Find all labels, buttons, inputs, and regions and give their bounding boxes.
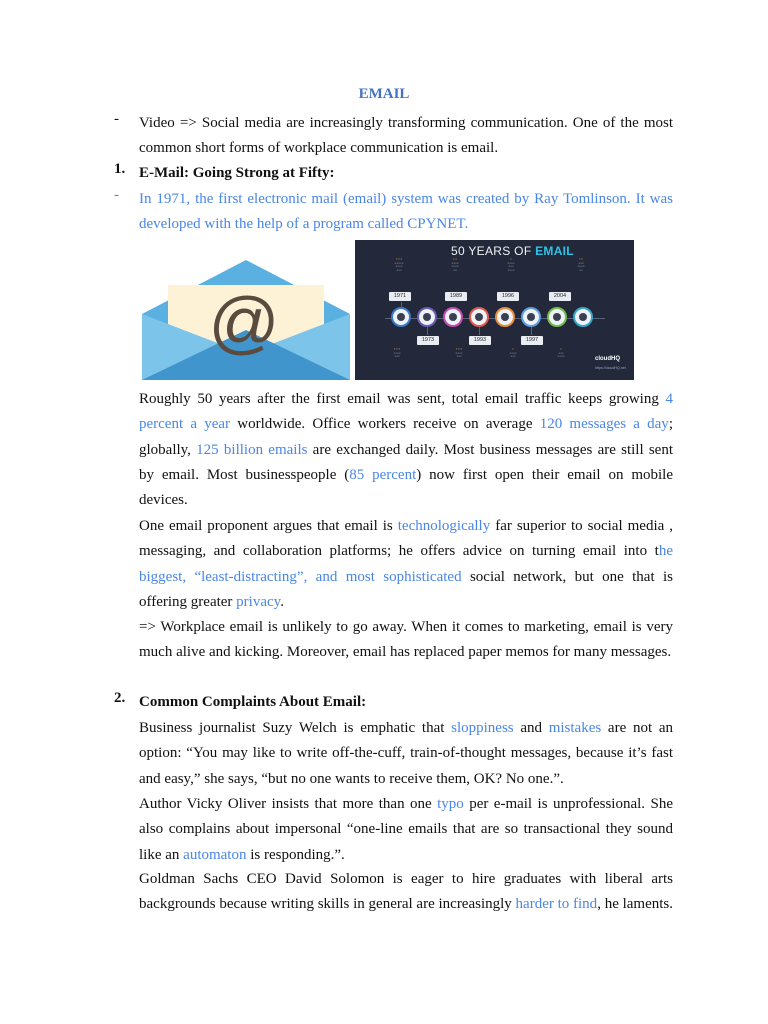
link-mistakes[interactable]: mistakes xyxy=(548,720,602,736)
at-sign-glyph: @ xyxy=(208,283,280,361)
section-2-heading: Common Complaints About Email: xyxy=(139,694,367,710)
timeline-node xyxy=(547,307,567,327)
year-label: 1989 xyxy=(445,292,467,301)
timeline-connector xyxy=(531,327,532,335)
section-1-bullet-marker: - xyxy=(114,187,119,203)
timeline-node xyxy=(521,307,541,327)
infographic-note: ▪ ▪ ▪ ▪ ▪ ▪ ▪ ▪ ▪ ▪ ▪ ▪ xyxy=(451,257,459,272)
infographic-note: ▪ ▪ ▪ ▪ ▪ ▪ ▪ ▪ ▪ ▪ ▪ ▪ ▪ ▪ ▪ xyxy=(394,257,404,272)
link-technologically[interactable]: technologically xyxy=(397,518,491,534)
document-title: EMAIL xyxy=(358,86,410,102)
timeline-connector xyxy=(401,302,402,307)
link-sloppiness[interactable]: sloppiness xyxy=(451,720,514,736)
section-1-heading: E-Mail: Going Strong at Fifty: xyxy=(139,165,335,181)
link-biggest-social-network[interactable]: he biggest, “least-distracting”, and most sophisticated xyxy=(139,543,673,585)
link-4-percent[interactable]: 4 percent a year xyxy=(139,391,673,433)
section-1-number: 1. xyxy=(114,161,126,177)
envelope-at-icon xyxy=(140,258,352,380)
section-2-number: 2. xyxy=(114,690,126,706)
timeline-node xyxy=(469,307,489,327)
infographic-note: ▪ ▪ ▪ ▪ ▪ ▪ ▪ ▪ ▪ ▪ xyxy=(455,347,463,359)
year-label: 1997 xyxy=(521,336,543,345)
timeline-node xyxy=(391,307,411,327)
intro-marker: - xyxy=(114,111,119,127)
timeline-node xyxy=(417,307,437,327)
section-1-paragraph-2: One email proponent argues that email is technologically far superior to social media , messaging, and collaboration platforms; he offers advice on turning email into the biggest, “least-distracting”, and most sophisticated social network, but one that is offering greater privacy. xyxy=(139,518,674,610)
year-label: 2004 xyxy=(549,292,571,301)
infographic-title: 50 YEARS OF EMAIL xyxy=(451,244,574,258)
link-120-messages[interactable]: 120 messages a day xyxy=(539,416,669,433)
timeline-node xyxy=(573,307,593,327)
infographic-note: ▪ ▪ ▪ ▪ ▪ ▪ ▪ ▪ ▪ ▪ xyxy=(393,347,401,359)
section-2-paragraph-2: Author Vicky Oliver insists that more than one typo per e-mail is unprofessional. She also complains about impersonal “one-line emails that are so transactional they sound like an automaton is responding.”. xyxy=(139,796,673,863)
timeline-connector xyxy=(427,327,428,335)
link-harder-to-find[interactable]: harder to find xyxy=(515,896,598,913)
section-2-paragraph-3: Goldman Sachs CEO David Solomon is eager to hire graduates with liberal arts backgrounds because writing skills in general are increasingly harder to find, he laments. xyxy=(139,871,674,913)
year-label: 1973 xyxy=(417,336,439,345)
link-typo[interactable]: typo xyxy=(437,796,464,812)
year-label: 1993 xyxy=(469,336,491,345)
section-1-bullet-text: In 1971, the first electronic mail (email) system was created by Ray Tomlinson. It was developed with the help of a program called CPYNET. xyxy=(139,191,673,233)
section-1-paragraph-1: Roughly 50 years after the first email was sent, total email traffic keeps growing 4 percent a year worldwide. Office workers receive on average 120 messages a day; globally, 125 billion emails are exchanged daily. Most business messages are still sent by email. Most businesspeople (85 percent) now first open their email on mobile devices. xyxy=(139,391,674,509)
year-label: 1971 xyxy=(389,292,411,301)
fifty-years-of-email-infographic xyxy=(355,240,634,380)
link-automaton[interactable]: automaton xyxy=(183,846,247,863)
infographic-note: ▪ ▪ ▪ ▪ ▪ ▪ ▪ ▪ ▪ ▪ ▪ ▪ xyxy=(507,257,515,272)
timeline-node xyxy=(495,307,515,327)
intro-text: Video => Social media are increasingly transforming communication. One of the most common short forms of workplace communication is email. xyxy=(139,115,673,157)
infographic-note: ▪ ▪ ▪ ▪ ▪ ▪ ▪ ▪ ▪ ▪ ▪ xyxy=(577,257,585,272)
timeline-node xyxy=(443,307,463,327)
section-2-paragraph-1: Business journalist Suzy Welch is emphatic that sloppiness and mistakes are not an option: “You may like to write off-the-cuff, train-of-thought messages, because it’s fast and easy,” she says, “but no one wants to receive them, OK? No one.”. xyxy=(139,720,673,787)
infographic-note: ▪ ▪ ▪ ▪ ▪ ▪ ▪ ▪ xyxy=(557,347,565,359)
link-125-billion[interactable]: 125 billion emails xyxy=(196,441,308,458)
infographic-brand: cloudHQ xyxy=(595,356,620,362)
infographic-url: https://cloudHQ.net xyxy=(595,366,626,370)
timeline-connector xyxy=(479,327,480,335)
infographic-note: ▪ ▪ ▪ ▪ ▪ ▪ ▪ ▪ xyxy=(509,347,517,359)
link-privacy[interactable]: privacy xyxy=(236,593,281,610)
section-1-paragraph-3: => Workplace email is unlikely to go away. When it comes to marketing, email is very much alive and kicking. Moreover, email has replaced paper memos for many messages. xyxy=(139,619,673,661)
link-85-percent[interactable]: 85 percent xyxy=(349,466,417,483)
year-label: 1996 xyxy=(497,292,519,301)
